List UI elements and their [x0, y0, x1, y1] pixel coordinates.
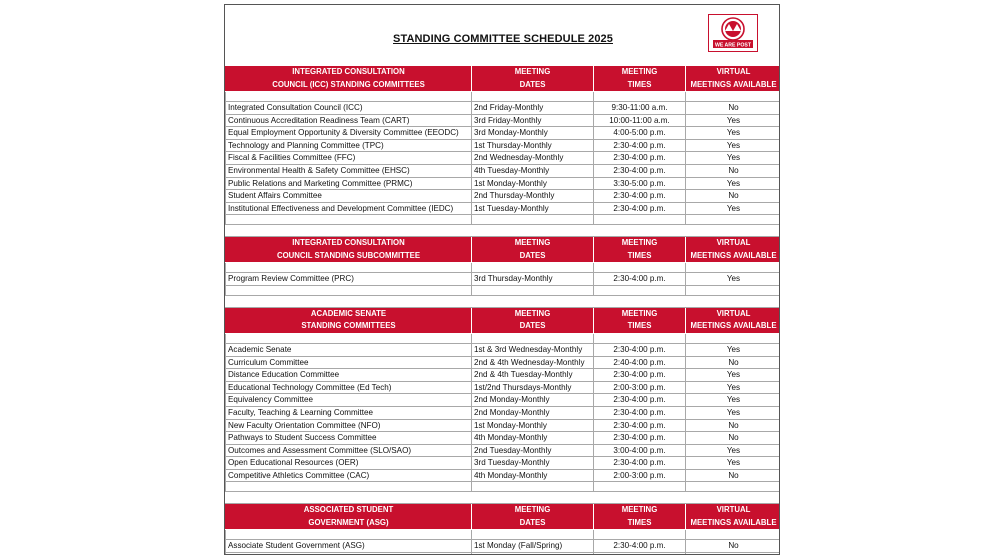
table-row: [226, 190, 781, 203]
header-line: VIRTUAL: [716, 67, 751, 76]
meeting-dates-cell: 1st Monday-Monthly: [472, 419, 594, 432]
virtual-available-cell: No: [686, 419, 781, 432]
blank-cell: [472, 92, 594, 102]
meeting-dates-cell: 1st Monday-Monthly: [472, 177, 594, 190]
meeting-times-cell: 3:00-4:00 p.m.: [594, 444, 686, 457]
virtual-available-cell: Yes: [686, 114, 781, 127]
virtual-available-cell: No: [686, 164, 781, 177]
meeting-times-cell: 2:40-4:00 p.m.: [594, 356, 686, 369]
blank-row: [226, 92, 781, 102]
table-row: [226, 444, 781, 457]
meeting-times-cell: 2:30-4:00 p.m.: [594, 164, 686, 177]
meeting-dates-cell: 2nd & 4th Wednesday-Monthly: [472, 356, 594, 369]
committee-name-cell: Curriculum Committee: [226, 356, 472, 369]
virtual-available-cell: Yes: [686, 394, 781, 407]
gap-cell: [472, 295, 594, 307]
table-row: [226, 540, 781, 553]
header-line: MEETINGS AVAILABLE: [690, 79, 777, 89]
table-row: [226, 394, 781, 407]
meeting-times-cell: 2:00-3:00 p.m.: [594, 469, 686, 482]
blank-cell: [594, 285, 686, 295]
gap-cell: [472, 225, 594, 237]
header-line: TIMES: [627, 321, 652, 331]
table-row: [226, 469, 781, 482]
virtual-available-cell: Yes: [686, 152, 781, 165]
blank-cell: [594, 553, 686, 555]
virtual-available-cell: Yes: [686, 139, 781, 152]
meeting-dates-cell: 2nd Monday-Monthly: [472, 394, 594, 407]
blank-row: [226, 263, 781, 273]
blank-cell: [686, 333, 781, 343]
committee-name-cell: Pathways to Student Success Committee: [226, 432, 472, 445]
committee-name-cell: Continuous Accreditation Readiness Team (CART): [226, 114, 472, 127]
blank-cell: [594, 263, 686, 273]
table-row: [226, 114, 781, 127]
meeting-dates-cell: 1st & 3rd Wednesday-Monthly: [472, 343, 594, 356]
header-line: GOVERNMENT (ASG): [308, 517, 389, 527]
meeting-dates-cell: 3rd Tuesday-Monthly: [472, 457, 594, 470]
header-line: MEETING: [621, 308, 658, 318]
virtual-available-cell: No: [686, 540, 781, 553]
blank-cell: [472, 482, 594, 492]
college-logo: [708, 14, 758, 52]
committee-name-cell: New Faculty Orientation Committee (NFO): [226, 419, 472, 432]
blank-cell: [472, 333, 594, 343]
meeting-times-cell: 10:00-11:00 a.m.: [594, 114, 686, 127]
blank-cell: [226, 285, 472, 295]
table-row: [226, 343, 781, 356]
header-line: DATES: [519, 321, 546, 331]
meeting-dates-cell: 2nd Wednesday-Monthly: [472, 152, 594, 165]
blank-row: [226, 215, 781, 225]
header-line: MEETINGS AVAILABLE: [690, 321, 777, 331]
header-line: VIRTUAL: [716, 505, 751, 515]
blank-row: [226, 482, 781, 492]
committee-name-cell: Open Educational Resources (OER): [226, 457, 472, 470]
section-header-row: [226, 504, 781, 530]
virtual-available-cell: Yes: [686, 457, 781, 470]
table-row: [226, 177, 781, 190]
meeting-times-cell: 2:30-4:00 p.m.: [594, 394, 686, 407]
header-line: STANDING COMMITTEES: [301, 321, 396, 331]
virtual-available-cell: No: [686, 432, 781, 445]
header-line: INTEGRATED CONSULTATION: [292, 67, 405, 76]
table-row: [226, 139, 781, 152]
blank-row: [226, 285, 781, 295]
section-header-row: [226, 307, 781, 333]
blank-cell: [226, 215, 472, 225]
table-row: [226, 457, 781, 470]
blank-row: [226, 553, 781, 555]
virtual-meetings-header: [686, 504, 781, 530]
table-row: [226, 102, 781, 115]
section-header-row: [226, 237, 781, 263]
committee-name-cell: Associate Student Government (ASG): [226, 540, 472, 553]
meeting-dates-header: [472, 66, 594, 92]
committee-name-cell: Educational Technology Committee (Ed Tech): [226, 381, 472, 394]
virtual-meetings-header: [686, 66, 781, 92]
blank-cell: [472, 215, 594, 225]
section-title-cell: [226, 504, 472, 530]
committee-name-cell: Outcomes and Assessment Committee (SLO/SAO): [226, 444, 472, 457]
table-row: [226, 152, 781, 165]
virtual-available-cell: Yes: [686, 343, 781, 356]
meeting-dates-cell: 4th Monday-Monthly: [472, 432, 594, 445]
committee-name-cell: Equal Employment Opportunity & Diversity Committee (EEODC): [226, 127, 472, 140]
blank-cell: [594, 92, 686, 102]
virtual-available-cell: No: [686, 190, 781, 203]
meeting-dates-header: [472, 504, 594, 530]
blank-cell: [472, 263, 594, 273]
meeting-times-cell: 2:00-3:00 p.m.: [594, 381, 686, 394]
header-line: MEETING: [514, 67, 551, 76]
header-line: VIRTUAL: [716, 308, 751, 318]
meeting-times-cell: 2:30-4:00 p.m.: [594, 343, 686, 356]
virtual-available-cell: No: [686, 356, 781, 369]
section-gap-row: [226, 225, 781, 237]
header-line: INTEGRATED CONSULTATION: [292, 238, 405, 248]
committee-name-cell: Fiscal & Facilities Committee (FFC): [226, 152, 472, 165]
table-row: [226, 381, 781, 394]
header-line: MEETING: [621, 67, 658, 76]
table-row: [226, 432, 781, 445]
virtual-available-cell: Yes: [686, 444, 781, 457]
meeting-times-cell: 2:30-4:00 p.m.: [594, 139, 686, 152]
gap-cell: [472, 492, 594, 504]
section-gap-row: [226, 492, 781, 504]
virtual-available-cell: No: [686, 469, 781, 482]
section-title-cell: [226, 307, 472, 333]
meeting-times-cell: 9:30-11:00 a.m.: [594, 102, 686, 115]
meeting-dates-cell: 2nd Thursday-Monthly: [472, 190, 594, 203]
header-line: MEETINGS AVAILABLE: [690, 517, 777, 527]
meeting-dates-cell: 4th Tuesday-Monthly: [472, 164, 594, 177]
meeting-dates-header: [472, 237, 594, 263]
meeting-times-cell: 2:30-4:00 p.m.: [594, 152, 686, 165]
meeting-times-header: [594, 307, 686, 333]
virtual-available-cell: Yes: [686, 127, 781, 140]
committee-name-cell: Faculty, Teaching & Learning Committee: [226, 406, 472, 419]
header-line: DATES: [519, 517, 546, 527]
meeting-dates-cell: 4th Monday-Monthly: [472, 469, 594, 482]
virtual-available-cell: Yes: [686, 381, 781, 394]
blank-cell: [686, 215, 781, 225]
blank-cell: [226, 333, 472, 343]
meeting-dates-cell: 1st/2nd Thursdays-Monthly: [472, 381, 594, 394]
virtual-meetings-header: [686, 307, 781, 333]
committee-table: [225, 65, 780, 555]
meeting-times-header: [594, 237, 686, 263]
header-line: MEETING: [514, 505, 551, 515]
gap-cell: [594, 492, 686, 504]
blank-cell: [686, 285, 781, 295]
table-row: [226, 369, 781, 382]
blank-cell: [686, 263, 781, 273]
blank-cell: [226, 530, 472, 540]
committee-name-cell: Program Review Committee (PRC): [226, 273, 472, 286]
blank-cell: [594, 333, 686, 343]
blank-cell: [686, 92, 781, 102]
gap-cell: [686, 295, 781, 307]
meeting-times-cell: 2:30-4:00 p.m.: [594, 369, 686, 382]
table-row: [226, 419, 781, 432]
meeting-dates-cell: 1st Thursday-Monthly: [472, 139, 594, 152]
header-line: DATES: [519, 79, 546, 89]
meeting-times-cell: 2:30-4:00 p.m.: [594, 273, 686, 286]
committee-name-cell: Environmental Health & Safety Committee (EHSC): [226, 164, 472, 177]
header-line: MEETINGS AVAILABLE: [690, 250, 777, 260]
committee-name-cell: Technology and Planning Committee (TPC): [226, 139, 472, 152]
meeting-times-header: [594, 504, 686, 530]
virtual-available-cell: Yes: [686, 273, 781, 286]
committee-name-cell: Academic Senate: [226, 343, 472, 356]
meeting-times-cell: 2:30-4:00 p.m.: [594, 190, 686, 203]
blank-cell: [594, 482, 686, 492]
meeting-times-cell: 2:30-4:00 p.m.: [594, 419, 686, 432]
header-line: ACADEMIC SENATE: [310, 308, 387, 318]
meeting-dates-header: [472, 307, 594, 333]
meeting-dates-cell: 2nd Friday-Monthly: [472, 102, 594, 115]
committee-name-cell: Institutional Effectiveness and Development Committee (IEDC): [226, 202, 472, 215]
section-title-cell: [226, 237, 472, 263]
gap-cell: [226, 492, 472, 504]
meeting-times-cell: 2:30-4:00 p.m.: [594, 432, 686, 445]
committee-name-cell: Public Relations and Marketing Committee (PRMC): [226, 177, 472, 190]
schedule-sheet: [224, 4, 780, 555]
committee-name-cell: Distance Education Committee: [226, 369, 472, 382]
virtual-available-cell: Yes: [686, 406, 781, 419]
meeting-times-cell: 4:00-5:00 p.m.: [594, 127, 686, 140]
committee-name-cell: Equivalency Committee: [226, 394, 472, 407]
header-line: COUNCIL STANDING SUBCOMMITTEE: [276, 250, 421, 260]
header-line: TIMES: [627, 517, 652, 527]
meeting-dates-cell: 2nd Tuesday-Monthly: [472, 444, 594, 457]
meeting-times-cell: 3:30-5:00 p.m.: [594, 177, 686, 190]
table-row: [226, 202, 781, 215]
blank-cell: [686, 530, 781, 540]
committee-name-cell: Integrated Consultation Council (ICC): [226, 102, 472, 115]
blank-cell: [226, 263, 472, 273]
blank-cell: [226, 553, 472, 555]
blank-cell: [472, 553, 594, 555]
table-row: [226, 356, 781, 369]
virtual-available-cell: Yes: [686, 177, 781, 190]
meeting-dates-cell: 3rd Friday-Monthly: [472, 114, 594, 127]
meeting-times-cell: 2:30-4:00 p.m.: [594, 202, 686, 215]
gap-cell: [594, 225, 686, 237]
blank-row: [226, 333, 781, 343]
header-line: VIRTUAL: [716, 238, 751, 248]
header-line: MEETING: [621, 238, 658, 248]
meeting-times-cell: 2:30-4:00 p.m.: [594, 457, 686, 470]
blank-cell: [226, 92, 472, 102]
meeting-dates-cell: 3rd Thursday-Monthly: [472, 273, 594, 286]
meeting-times-header: [594, 66, 686, 92]
meeting-dates-cell: 1st Tuesday-Monthly: [472, 202, 594, 215]
meeting-times-cell: 2:30-4:00 p.m.: [594, 540, 686, 553]
header-line: TIMES: [627, 79, 652, 89]
committee-name-cell: Student Affairs Committee: [226, 190, 472, 203]
virtual-meetings-header: [686, 237, 781, 263]
meeting-dates-cell: 2nd Monday-Monthly: [472, 406, 594, 419]
gap-cell: [686, 225, 781, 237]
virtual-available-cell: No: [686, 102, 781, 115]
blank-cell: [686, 482, 781, 492]
header-line: DATES: [519, 250, 546, 260]
section-title-cell: [226, 66, 472, 92]
meeting-dates-cell: 3rd Monday-Monthly: [472, 127, 594, 140]
table-row: [226, 406, 781, 419]
gap-cell: [226, 295, 472, 307]
header-line: COUNCIL (ICC) STANDING COMMITTEES: [272, 79, 425, 89]
meeting-dates-cell: 2nd & 4th Tuesday-Monthly: [472, 369, 594, 382]
header-line: MEETING: [621, 505, 658, 515]
gap-cell: [594, 295, 686, 307]
table-row: [226, 127, 781, 140]
table-row: [226, 164, 781, 177]
header-line: MEETING: [514, 238, 551, 248]
gap-cell: [686, 492, 781, 504]
logo-text: WE ARE POST: [714, 42, 752, 49]
blank-cell: [594, 530, 686, 540]
blank-row: [226, 530, 781, 540]
committee-name-cell: Competitive Athletics Committee (CAC): [226, 469, 472, 482]
virtual-available-cell: Yes: [686, 369, 781, 382]
virtual-available-cell: Yes: [686, 202, 781, 215]
header-line: TIMES: [627, 250, 652, 260]
meeting-times-cell: 2:30-4:00 p.m.: [594, 406, 686, 419]
page-title: STANDING COMMITTEE SCHEDULE 2025: [393, 33, 613, 45]
section-header-row: [226, 66, 781, 92]
header-line: ASSOCIATED STUDENT: [303, 505, 394, 515]
blank-cell: [686, 553, 781, 555]
blank-cell: [472, 285, 594, 295]
table-row: [226, 273, 781, 286]
meeting-dates-cell: 1st Monday (Fall/Spring): [472, 540, 594, 553]
gap-cell: [226, 225, 472, 237]
section-gap-row: [226, 295, 781, 307]
blank-cell: [594, 215, 686, 225]
header-line: MEETING: [514, 308, 551, 318]
blank-cell: [226, 482, 472, 492]
blank-cell: [472, 530, 594, 540]
